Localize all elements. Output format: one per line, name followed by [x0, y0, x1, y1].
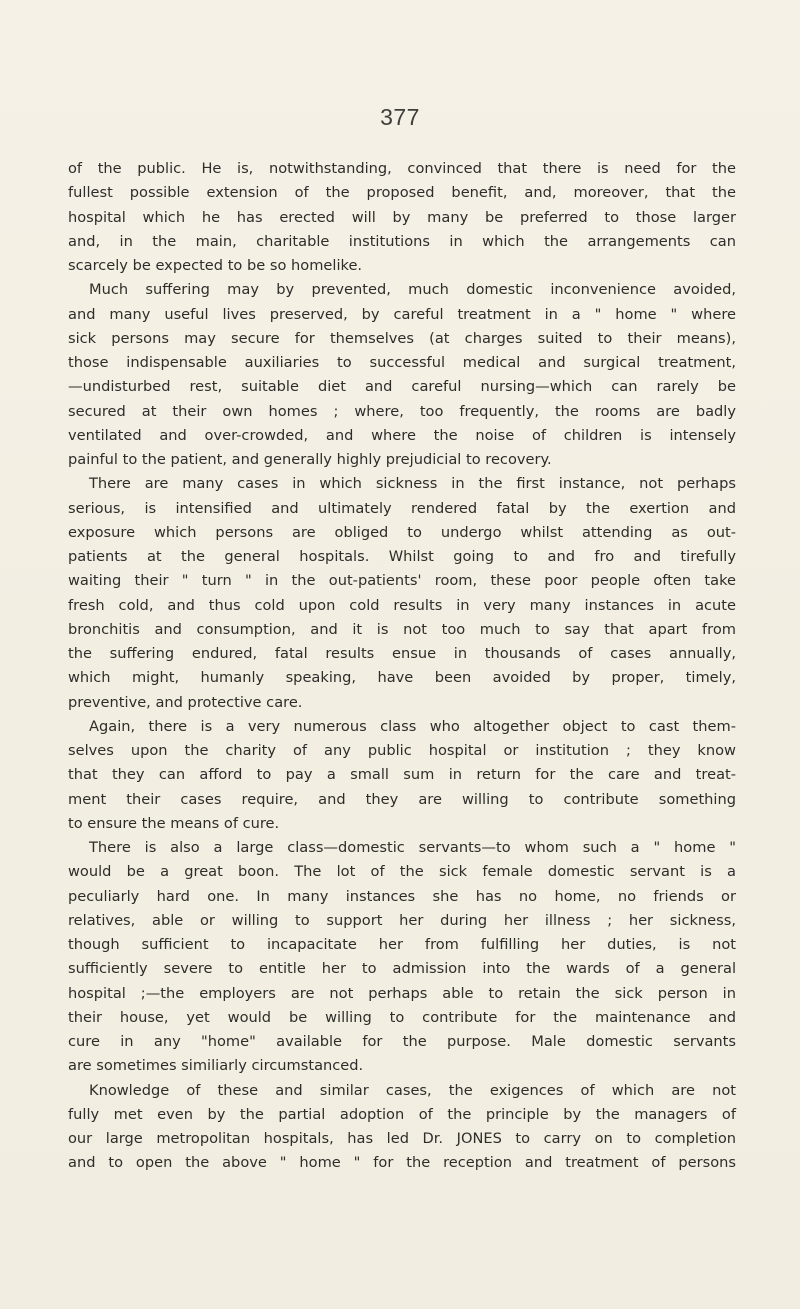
text-line: patients at the general hospitals. Whilst going to and fro and tirefully — [68, 548, 736, 565]
text-line: to ensure the means of cure. — [68, 814, 280, 832]
text-line: Much suffering may by prevented, much domestic inconvenience avoided, — [89, 281, 736, 299]
text-line: hospital which he has erected will by many be preferred to those larger — [68, 208, 736, 226]
text-line: peculiarly hard one. In many instances she has no home, no friends or — [68, 887, 736, 905]
text-line: fresh cold, and thus cold upon cold results in very many instances in acute — [68, 596, 736, 614]
text-line: scarcely be expected to be so homelike. — [68, 257, 363, 274]
text-line: Again, there is a very numerous class who altogether object to cast them- — [89, 717, 736, 735]
text-line: and many useful lives preserved, by careful treatment in a " home " where — [68, 305, 736, 323]
text-line: sufficiently severe to entitle her to admission into the wards of a general — [68, 960, 736, 978]
body-text — [68, 157, 736, 1176]
text-line: selves upon the charity of any public hospital or institution ; they know — [68, 742, 736, 759]
text-line: cure in any "home" available for the purpose. Male domestic servants — [68, 1033, 736, 1050]
text-line: —undisturbed rest, suitable diet and careful nursing—which can rarely be — [68, 378, 736, 396]
text-line: ment their cases require, and they are willing to contribute something — [68, 790, 736, 808]
page-number: 377 — [380, 104, 420, 130]
text-line: of the public. He is, notwithstanding, convinced that there is need for the — [68, 160, 736, 177]
text-line: sick persons may secure for themselves (at charges suited to their means), — [68, 329, 736, 347]
text-line: relatives, able or willing to support her during her illness ; her sickness, — [68, 911, 736, 929]
text-line: are sometimes similiarly circumstanced. — [68, 1057, 364, 1075]
text-line: which might, humanly speaking, have been avoided by proper, timely, — [68, 669, 736, 687]
text-line: and to open the above " home " for the reception and treatment of persons — [68, 1154, 736, 1172]
text-line: preventive, and protective care. — [68, 693, 303, 711]
text-line: the suffering endured, fatal results ensue in thousands of cases annually, — [68, 645, 736, 662]
text-line: exposure which persons are obliged to undergo whilst attending as out- — [68, 523, 736, 541]
text-line: fullest possible extension of the proposed benefit, and, moreover, that the — [68, 184, 736, 202]
text-line: There is also a large class—domestic servants—to whom such a " home " — [89, 839, 736, 856]
text-line: though sufficient to incapacitate her from fulfilling her duties, is not — [68, 936, 736, 953]
text-line: those indispensable auxiliaries to successful medical and surgical treatment, — [68, 354, 736, 371]
text-line: Knowledge of these and similar cases, the exigences of which are not — [89, 1081, 736, 1099]
text-line: that they can afford to pay a small sum in return for the care and treat- — [68, 766, 736, 784]
text-line: serious, is intensified and ultimately rendered fatal by the exertion and — [68, 499, 736, 517]
text-line: ventilated and over-crowded, and where the noise of children is intensely — [68, 426, 736, 444]
text-line: would be a great boon. The lot of the sick female domestic servant is a — [68, 863, 736, 881]
text-line: bronchitis and consumption, and it is not too much to say that apart from — [68, 620, 736, 638]
text-line: our large metropolitan hospitals, has led Dr. JONES to carry on to completion — [68, 1130, 736, 1147]
text-line: There are many cases in which sickness in the first instance, not perhaps — [89, 475, 736, 493]
text-line: fully met even by the partial adoption of the principle by the managers of — [68, 1105, 736, 1123]
text-line: secured at their own homes ; where, too frequently, the rooms are badly — [68, 402, 736, 420]
text-line: their house, yet would be willing to contribute for the maintenance and — [68, 1008, 736, 1026]
text-line: painful to the patient, and generally highly prejudicial to recovery. — [68, 451, 552, 468]
text-line: and, in the main, charitable institutions in which the arrangements can — [68, 232, 736, 250]
text-line: waiting their " turn " in the out-patients' room, these poor people often take — [68, 572, 736, 590]
text-line: hospital ;—the employers are not perhaps able to retain the sick person in — [68, 984, 736, 1002]
